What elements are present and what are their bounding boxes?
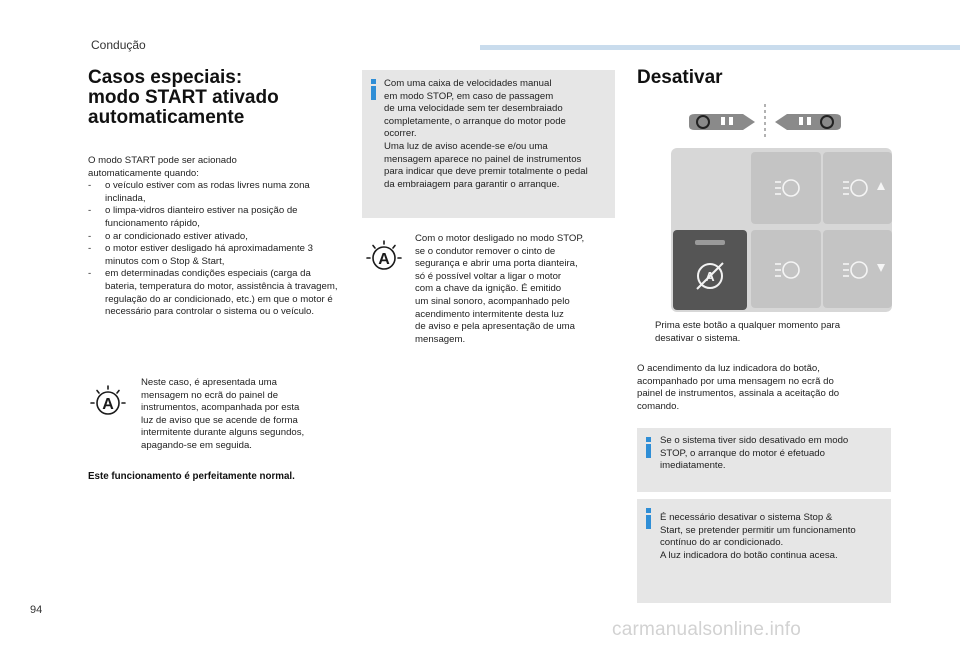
conditions-list xyxy=(88,180,343,319)
watermark: carmanualsonline.info xyxy=(612,619,802,640)
info-icon xyxy=(371,79,376,100)
intro-line-1: O modo START pode ser acionado xyxy=(88,155,237,166)
info-box-text: Se o sistema tiver sido desativado em modo STOP, o arranque do motor é efetuado imediatamente. xyxy=(660,435,849,472)
info-box-manual-gearbox xyxy=(362,70,615,218)
press-button-instruction: Prima este botão a qualquer momento para desativar o sistema. xyxy=(655,320,841,344)
auto-start-warning-icon xyxy=(88,383,128,423)
title-line-2: modo START ativado xyxy=(88,87,279,108)
svg-text:A: A xyxy=(102,396,114,413)
info-box-air-conditioning xyxy=(637,499,891,603)
stop-start-button-panel-illustration xyxy=(671,148,892,312)
normal-operation-note: Este funcionamento é perfeitamente normal. xyxy=(88,471,295,482)
section-title-deactivate: Desativar xyxy=(637,67,723,88)
info-icon xyxy=(646,508,651,529)
list-item: - o limpa-vidros dianteiro estiver na posição de funcionamento rápido, xyxy=(88,205,343,230)
dashboard-position-illustration xyxy=(685,104,845,140)
svg-text:A: A xyxy=(378,251,390,268)
section-label: Condução xyxy=(91,38,146,52)
auto-start-warning-icon xyxy=(364,238,404,278)
note-line: Neste caso, é apresentada uma xyxy=(141,377,277,388)
list-item: - o ar condicionado estiver ativado, xyxy=(88,231,343,244)
note-line: instrumentos, acompanhada por esta xyxy=(141,402,300,414)
title-line-1: Casos especiais: xyxy=(88,67,243,88)
page-title xyxy=(88,68,279,128)
auto-start-note xyxy=(141,377,341,453)
info-box-text: É necessário desativar o sistema Stop & Start, se pretender permitir um funcionamento contínuo do ar condicionado. A luz indicadora do botão continua acesa. xyxy=(660,512,856,561)
intro-paragraph xyxy=(88,155,343,319)
note-line: intermitente durante alguns segundos, xyxy=(141,427,305,439)
header-bar xyxy=(480,45,960,50)
list-item: - o veículo estiver com as rodas livres numa zona inclinada, xyxy=(88,180,343,205)
svg-text:A: A xyxy=(705,269,715,284)
stop-mode-note: Com o motor desligado no modo STOP, se o condutor remover o cinto de segurança e abrir uma porta dianteira, só é possível voltar a ligar o motor com a chave da ignição. É emitido um sinal sonoro, acompanhado pelo acendimento intermitente desta luz de aviso e pela apresentação de uma mensagem. xyxy=(415,233,585,345)
info-box-stop-mode xyxy=(637,428,891,492)
page-number: 94 xyxy=(30,604,43,616)
list-item: - o motor estiver desligado há aproximadamente 3 minutos com o Stop & Start, xyxy=(88,243,343,268)
list-item: - em determinadas condições especiais (carga da bateria, temperatura do motor, assistência à travagem, regulação do ar condicionado, etc.) em que o motor é necessário para controlar o sistema ou o veículo. xyxy=(88,268,343,318)
info-box-text: Com uma caixa de velocidades manual em modo STOP, em caso de passagem de uma velocidade sem ter desembraiado completamente, o arranque do motor pode ocorrer. Uma luz de aviso acende-se e/ou uma mensagem aparece no painel de instrumentos para indicar que deve premir totalmente o pedal da embraiagem para garantir o arranque. xyxy=(384,78,588,190)
intro-line-2: automaticamente quando: xyxy=(88,167,199,179)
note-line: mensagem no ecrã do painel de xyxy=(141,389,279,401)
note-line: luz de aviso que se acende de forma xyxy=(141,414,298,426)
indicator-paragraph: O acendimento da luz indicadora do botão, acompanhado por uma mensagem no ecrã do painel de instrumentos, assinala a aceitação do comando. xyxy=(637,363,840,412)
title-line-3: automaticamente xyxy=(88,107,245,128)
info-icon xyxy=(646,437,651,458)
note-line: apagando-se em seguida. xyxy=(141,439,252,451)
